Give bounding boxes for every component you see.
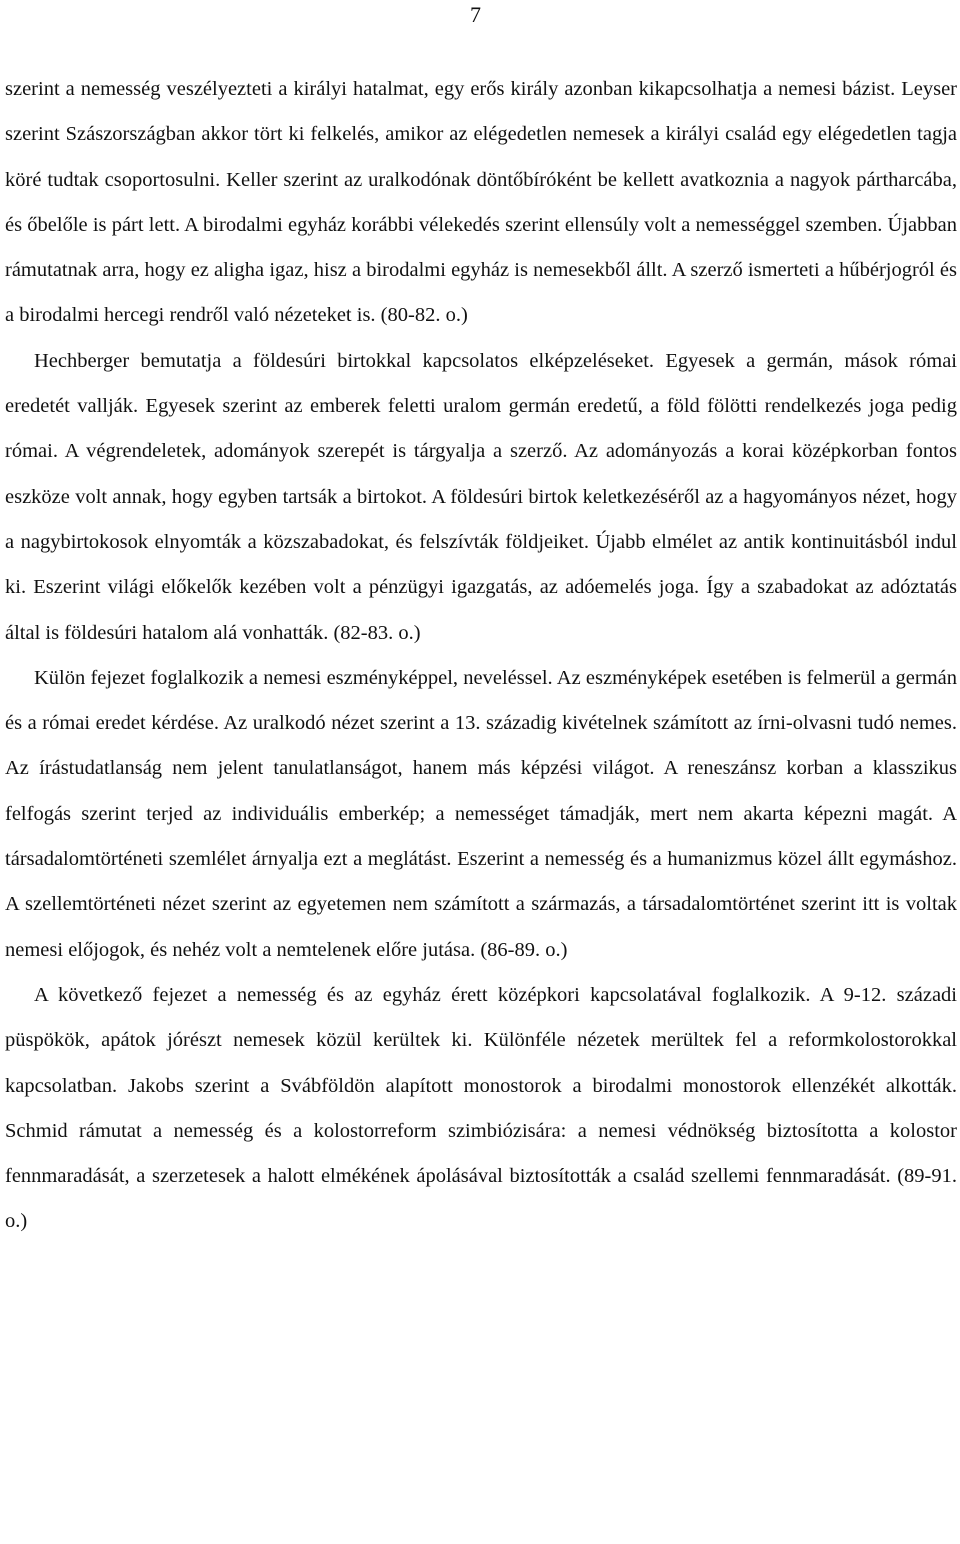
paragraph: A következő fejezet a nemesség és az egyház érett középkori kapcsolatával foglalkozik. A 9-12. századi püspökök, apátok jórészt nemesek közül kerültek ki. Különféle nézetek merültek fel a reformkolostorokkal kapcsolatban. Jakobs szerint a Svábföldön alapított monostorok a birodalmi monostorok ellenzékét alkották. Schmid rámutat a nemesség és a kolostorreform szimbiózisára: a nemesi védnökség biztosította a kolostor fennmaradását, a szerzetesek a halott elmékének ápolásával biztosították a család szellemi fennmaradását. (89-91. o.) <box>5 983 957 1233</box>
paragraph: Hechberger bemutatja a földesúri birtokkal kapcsolatos elképzeléseket. Egyesek a germán, mások római eredetét vallják. Egyesek szerint az emberek feletti uralom germán eredetű, a föld fölötti rendelkezés joga pedig római. A végrendeletek, adományok szerepét is tárgyalja a szerző. Az adományozás a korai középkorban fontos eszköze volt annak, hogy egyben tartsák a birtokot. A földesúri birtok keletkezéséről az a hagyományos nézet, hogy a nagybirtokosok elnyomták a közszabadokat, és felszívták földjeiket. Újabb elmélet az antik kontinuitásból indul ki. Eszerint világi előkelők kezében volt a pénzügyi igazgatás, az adóemelés joga. Így a szabadokat az adóztatás által is földesúri hatalom alá vonhatták. (82-83. o.) <box>5 349 957 644</box>
document-body <box>5 67 957 1245</box>
paragraph: Külön fejezet foglalkozik a nemesi eszményképpel, neveléssel. Az eszményképek esetében is felmerül a germán és a római eredet kérdése. Az uralkodó nézet szerint a 13. századig kivételnek számított az írni-olvasni tudó nemes. Az írástudatlanság nem jelent tanulatlanságot, hanem más képzési világot. A reneszánsz korban a klasszikus felfogás szerint terjed az individuális emberkép; a nemességet támadják, mert nem akarta képezni magát. A társadalomtörténeti szemlélet árnyalja ezt a meglátást. Eszerint a nemesség és a humanizmus közel állt egymáshoz. A szellemtörténeti nézet szerint az egyetemen nem számított a származás, a társadalomtörténet szerint itt is voltak nemesi előjogok, és nehéz volt a nemtelenek előre jutása. (86-89. o.) <box>5 666 957 961</box>
paragraph: szerint a nemesség veszélyezteti a királyi hatalmat, egy erős király azonban kikapcsolhatja a nemesi bázist. Leyser szerint Szászországban akkor tört ki felkelés, amikor az elégedetlen nemesek a királyi család egy elégedetlen tagja köré tudtak csoportosulni. Keller szerint az uralkodónak döntőbíróként be kellett avatkoznia a nagyok pártharcába, és őbelőle is párt lett. A birodalmi egyház korábbi vélekedés szerint ellensúly volt a nemességgel szemben. Újabban rámutatnak arra, hogy ez aligha igaz, hisz a birodalmi egyház is nemesekből állt. A szerző ismerteti a hűbérjogról és a birodalmi hercegi rendről való nézeteket is. (80-82. o.) <box>5 78 957 327</box>
page-number: 7 <box>470 2 481 27</box>
